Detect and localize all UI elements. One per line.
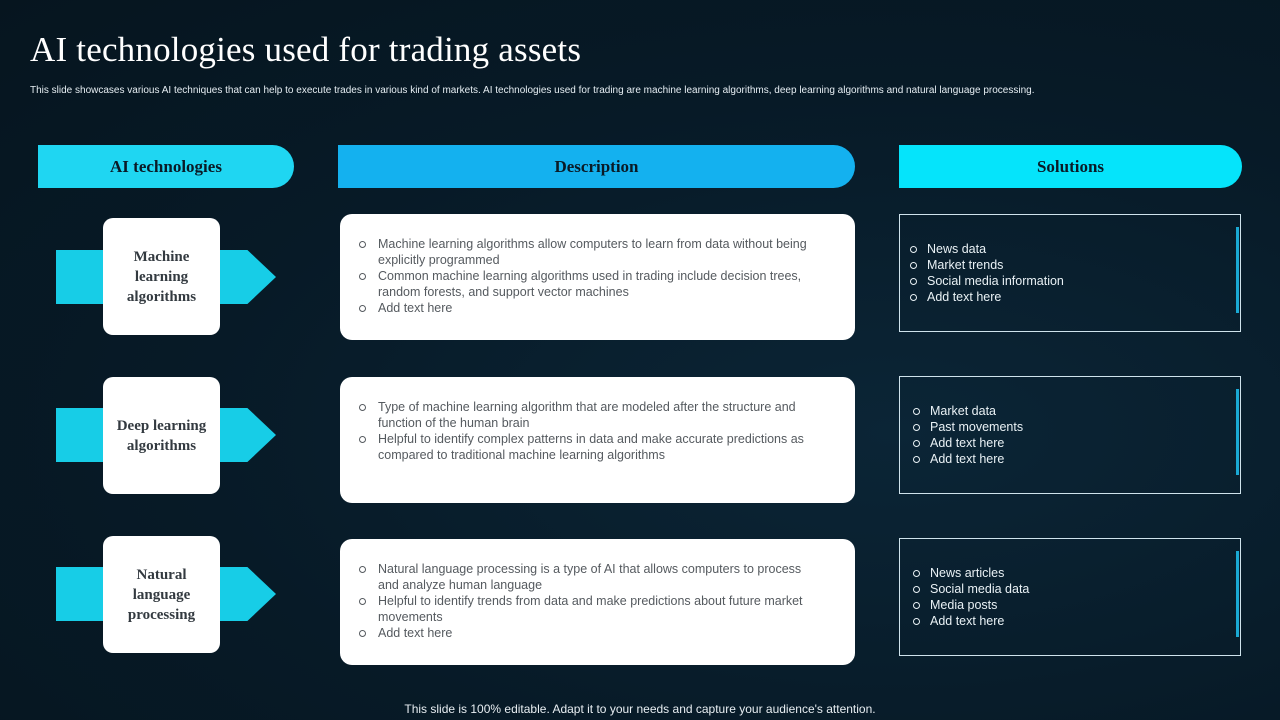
solution-item: Market trends bbox=[909, 257, 1240, 273]
solution-item: Past movements bbox=[912, 419, 1240, 435]
solutions-card-deep-learning bbox=[899, 376, 1241, 494]
circle-bullet-icon bbox=[359, 404, 366, 411]
technology-card-machine-learning: Machine learning algorithms bbox=[103, 218, 220, 335]
solution-item: Add text here bbox=[912, 613, 1240, 629]
page-subtitle: This slide showcases various AI techniques that can help to execute trades in various kind of markets. AI technologies used for trading are machine learning algorithms, deep learning algorithms and natural language processing. bbox=[30, 85, 1035, 96]
description-item: Add text here bbox=[358, 300, 825, 316]
solution-item: Add text here bbox=[912, 451, 1240, 467]
solution-item: Market data bbox=[912, 403, 1240, 419]
circle-bullet-icon bbox=[359, 305, 366, 312]
description-item: Helpful to identify complex patterns in data and make accurate predictions as compared to traditional machine learning algorithms bbox=[358, 431, 825, 463]
header-description: Description bbox=[338, 145, 855, 188]
footer-note: This slide is 100% editable. Adapt it to your needs and capture your audience's attention. bbox=[404, 702, 876, 716]
circle-bullet-icon bbox=[359, 566, 366, 573]
description-item: Add text here bbox=[358, 625, 825, 641]
circle-bullet-icon bbox=[359, 273, 366, 280]
solution-item: News articles bbox=[912, 565, 1240, 581]
circle-bullet-icon bbox=[359, 630, 366, 637]
solution-item: News data bbox=[909, 241, 1240, 257]
description-item: Helpful to identify trends from data and make predictions about future market movements bbox=[358, 593, 825, 625]
description-card-deep-learning bbox=[340, 377, 855, 503]
circle-bullet-icon bbox=[913, 586, 920, 593]
solution-item: Social media information bbox=[909, 273, 1240, 289]
circle-bullet-icon bbox=[910, 294, 917, 301]
description-card-nlp bbox=[340, 539, 855, 665]
description-item: Type of machine learning algorithm that are modeled after the structure and function of the human brain bbox=[358, 399, 825, 431]
circle-bullet-icon bbox=[913, 618, 920, 625]
circle-bullet-icon bbox=[910, 278, 917, 285]
circle-bullet-icon bbox=[913, 570, 920, 577]
technology-card-deep-learning: Deep learning algorithms bbox=[103, 377, 220, 494]
circle-bullet-icon bbox=[359, 241, 366, 248]
circle-bullet-icon bbox=[359, 598, 366, 605]
circle-bullet-icon bbox=[913, 424, 920, 431]
description-card-machine-learning bbox=[340, 214, 855, 340]
circle-bullet-icon bbox=[913, 456, 920, 463]
solutions-card-machine-learning bbox=[899, 214, 1241, 332]
circle-bullet-icon bbox=[359, 436, 366, 443]
header-ai-technologies: AI technologies bbox=[38, 145, 294, 188]
circle-bullet-icon bbox=[913, 602, 920, 609]
header-solutions: Solutions bbox=[899, 145, 1242, 188]
solution-item: Add text here bbox=[912, 435, 1240, 451]
solutions-card-nlp bbox=[899, 538, 1241, 656]
description-item: Machine learning algorithms allow computers to learn from data without being explicitly programmed bbox=[358, 236, 825, 268]
circle-bullet-icon bbox=[913, 408, 920, 415]
description-item: Natural language processing is a type of AI that allows computers to process and analyze human language bbox=[358, 561, 825, 593]
page-title: AI technologies used for trading assets bbox=[30, 30, 582, 69]
description-item: Common machine learning algorithms used in trading include decision trees, random forests, and support vector machines bbox=[358, 268, 825, 300]
circle-bullet-icon bbox=[910, 246, 917, 253]
technology-card-nlp: Natural language processing bbox=[103, 536, 220, 653]
circle-bullet-icon bbox=[913, 440, 920, 447]
solution-item: Media posts bbox=[912, 597, 1240, 613]
circle-bullet-icon bbox=[910, 262, 917, 269]
solution-item: Add text here bbox=[909, 289, 1240, 305]
solution-item: Social media data bbox=[912, 581, 1240, 597]
